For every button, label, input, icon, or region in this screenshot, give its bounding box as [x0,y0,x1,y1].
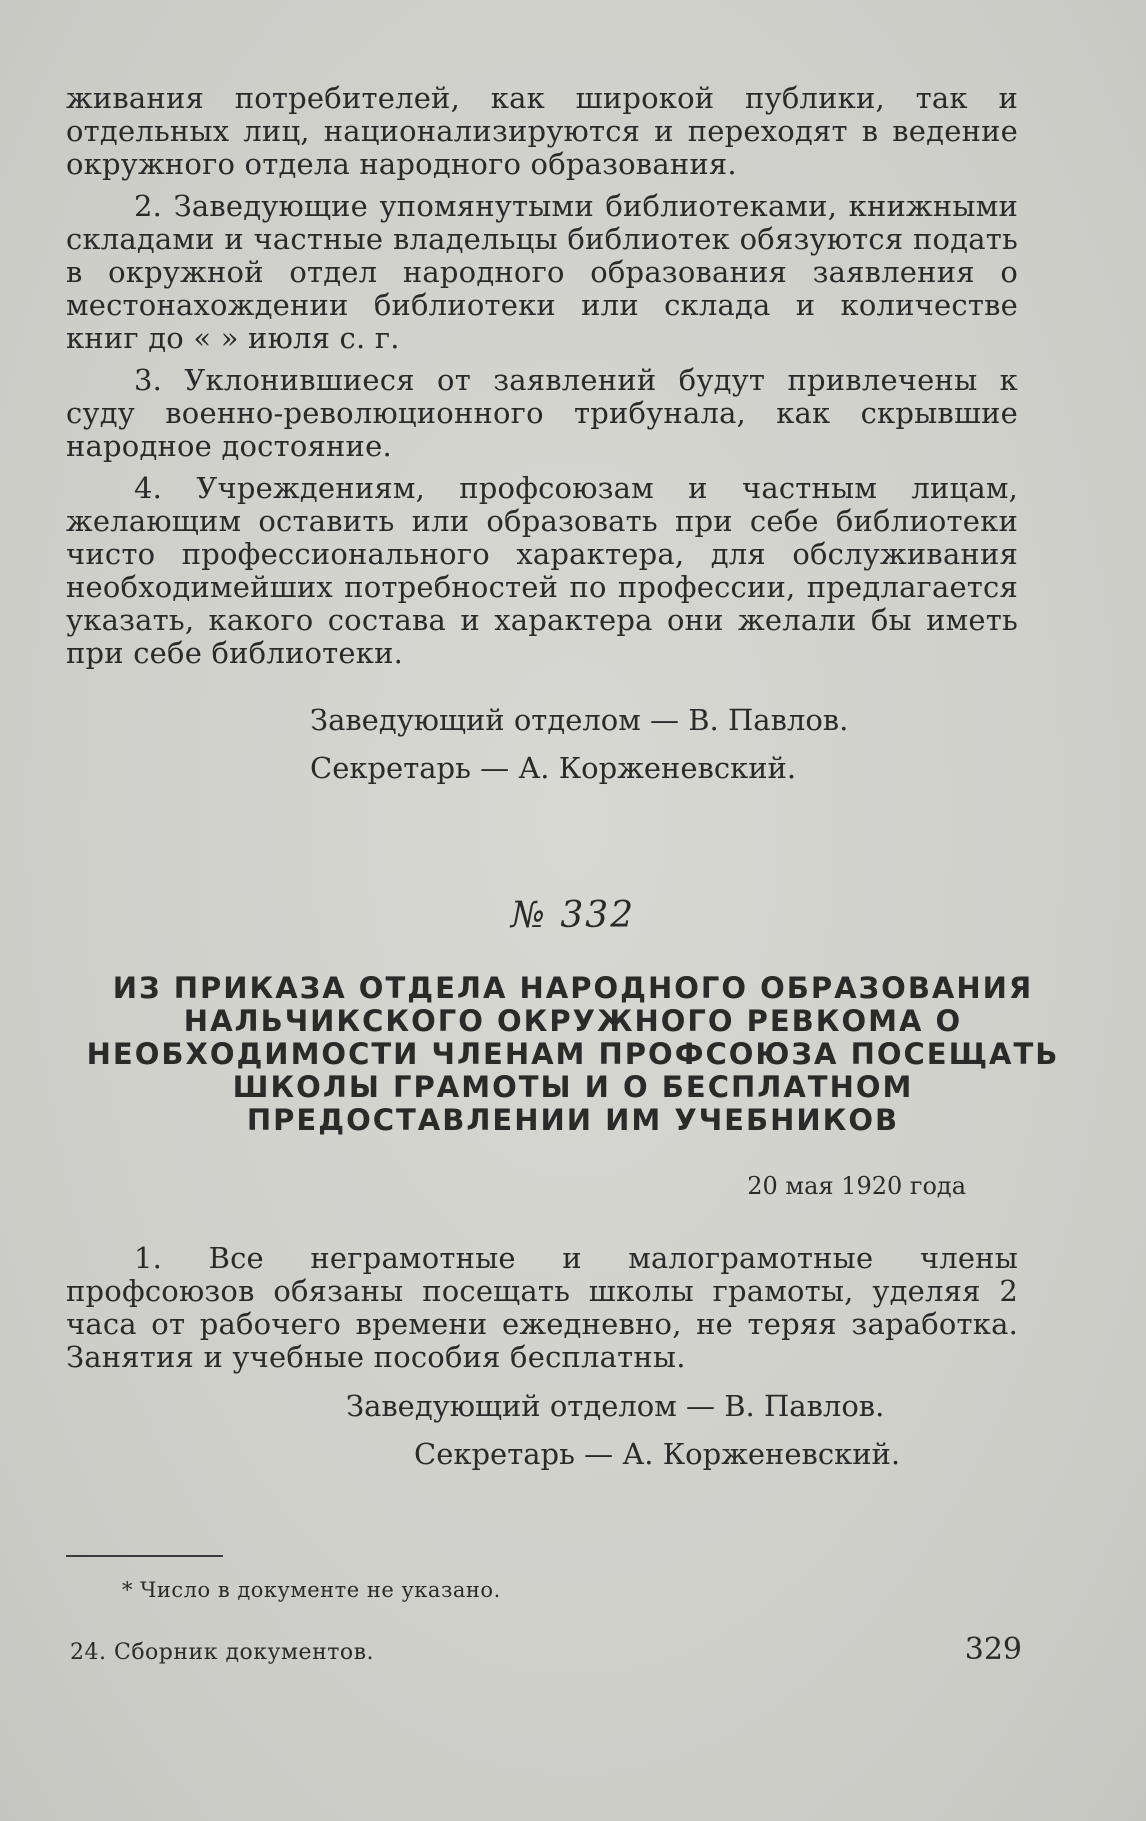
paragraph-order-item-1: 1. Все неграмотные и малограмотные члены профсоюзов обязаны посещать школы грамоты, уделяя 2 часа от рабочего времени ежедневно, не теряя заработка. Занятия и учебные пособия бесплатны. [66,1241,1018,1374]
document-title [60,972,1086,1137]
secretary-signature-top: Секретарь — А. Корженевский. [310,751,797,785]
title-line: НАЛЬЧИКСКОГО ОКРУЖНОГО РЕВКОМА О [183,1004,963,1038]
continuation-paragraph: живания потребителей, как широкой публики, так и отдельных лиц, национализируются и переходят в ведение окружного отдела народного образования. [66,81,1018,181]
secretary-signature-bottom: Секретарь — А. Корженевский. [414,1437,901,1471]
footer-source: 24. Сборник документов. [70,1640,375,1665]
title-line: ПРЕДОСТАВЛЕНИИ ИМ УЧЕБНИКОВ [246,1103,900,1137]
document-number: № 332 [510,895,636,936]
order-text-block [66,1242,1018,1374]
footnote-divider [66,1555,223,1557]
head-signature-top: Заведующий отделом — В. Павлов. [310,703,849,737]
title-line: ИЗ ПРИКАЗА ОТДЕЛА НАРОДНОГО ОБРАЗОВАНИЯ [112,971,1034,1005]
title-line: НЕОБХОДИМОСТИ ЧЛЕНАМ ПРОФСОЮЗА ПОСЕЩАТЬ [86,1037,1060,1071]
document-date: 20 мая 1920 года [747,1172,966,1200]
head-signature-bottom: Заведующий отделом — В. Павлов. [346,1389,885,1423]
title-line: ШКОЛЫ ГРАМОТЫ И О БЕСПЛАТНОМ [232,1070,914,1104]
footnote: * Число в документе не указано. [122,1578,501,1602]
page-number: 329 [964,1632,1022,1667]
top-text-block [66,82,1018,670]
paragraph-item-3: 3. Уклонившиеся от заявлений будут привлечены к суду военно-революционного трибунала, как скрывшие народное достояние. [66,363,1018,463]
paragraph-item-4: 4. Учреждениям, профсоюзам и частным лицам, желающим оставить или образовать при себе библиотеки чисто профессионального характера, для обслуживания необходимейших потребностей по профессии, предлагается указать, какого состава и характера они желали бы иметь при себе библиотеки. [66,471,1018,670]
paragraph-item-2: 2. Заведующие упомянутыми библиотеками, книжными складами и частные владельцы библиотек обязуются подать в окружной отдел народного образования заявления о местонахождении библиотеки или склада и количестве книг до « » июля с. г. [66,189,1018,355]
